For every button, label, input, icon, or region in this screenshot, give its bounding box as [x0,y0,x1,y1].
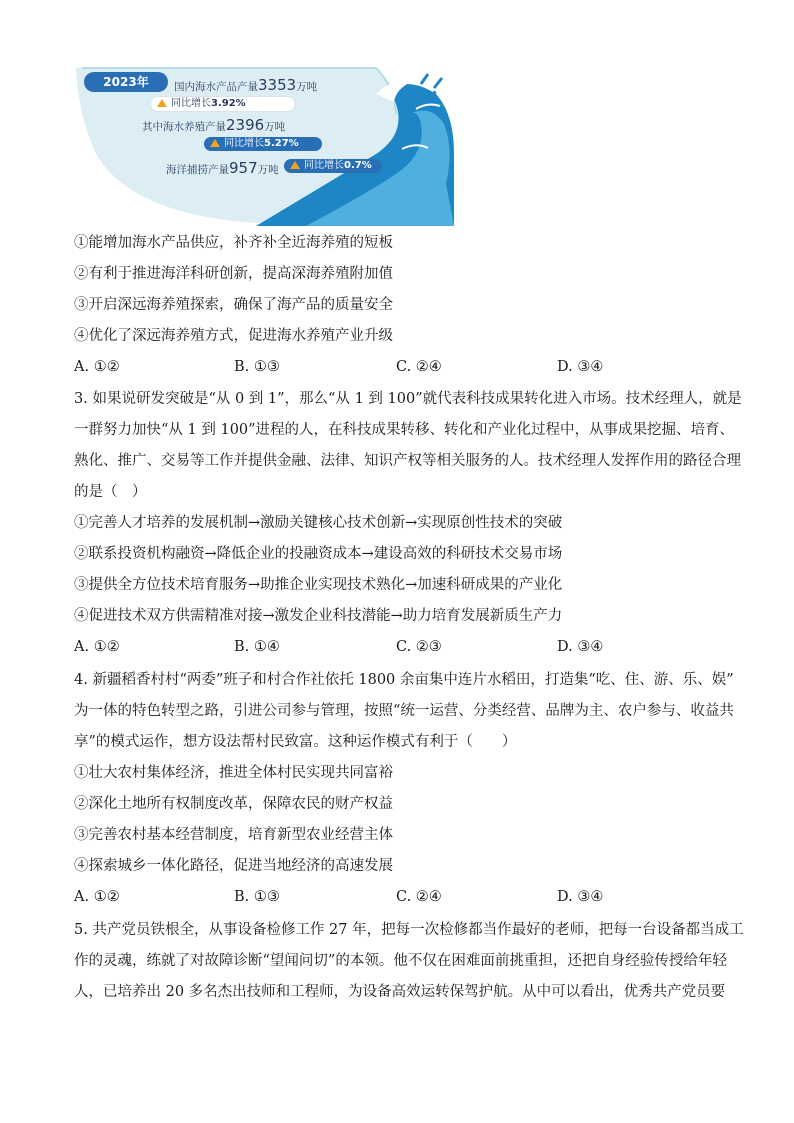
up-triangle-icon [290,161,300,169]
aquaculture-unit: 万吨 [264,121,286,133]
q3-statement-1: ①完善人才培养的发展机制→激励关键核心技术创新→实现原创性技术的突破 [74,515,563,531]
q3-option-b[interactable]: B. ①④ [234,639,280,655]
aquaculture-growth-badge [204,137,322,151]
up-triangle-icon [157,99,167,107]
q2-statement-4: ④优化了深远海养殖方式，促进海水养殖产业升级 [74,328,393,344]
total-production-unit: 万吨 [296,81,318,93]
catch-label: 海洋捕捞产量 [166,164,229,176]
q4-statement-4: ④探索城乡一体化路径，促进当地经济的高速发展 [74,858,393,874]
q4-stem-line-3: 享”的模式运作，想方设法帮村民致富。这种运作模式有利于（ ） [74,734,517,750]
q4-statement-3: ③完善农村基本经营制度，培育新型农业经营主体 [74,827,393,843]
total-growth-value: 3.92% [211,98,246,109]
q2-statement-2: ②有利于推进海洋科研创新，提高深海养殖附加值 [74,266,393,282]
q3-stem-line-1: 3. 如果说研发突破是“从 0 到 1”，那么“从 1 到 100”就代表科技成果转化进入市场。技术经理人，就是 [74,391,742,407]
seafood-production-infographic [76,64,454,226]
q4-stem-line-2: 为一体的特色转型之路，引进公司参与管理，按照“统一运营、分类经营、品牌为主、农户参与、收益共 [74,703,734,719]
q3-option-a[interactable]: A. ①② [74,639,120,655]
total-production-label: 国内海水产品产量 [174,81,258,93]
q4-statement-2: ②深化土地所有权制度改革，保障农民的财产权益 [74,796,393,812]
q2-option-a[interactable]: A. ①② [74,359,120,375]
q5-stem-line-2: 作的灵魂，练就了对故障诊断“望闻问切”的本领。他不仅在困难面前挑重担，还把自身经验传授给年轻 [74,953,727,969]
aquaculture-growth-prefix: 同比增长 [224,138,264,149]
q3-stem-line-3: 熟化、推广、交易等工作并提供金融、法律、知识产权等相关服务的人。技术经理人发挥作用的路径合理 [74,453,741,469]
q4-stem-line-1: 4. 新疆稻香村村“两委”班子和村合作社依托 1800 余亩集中连片水稻田，打造集“吃、住、游、乐、娱” [74,672,734,688]
q4-statement-1: ①壮大农村集体经济，推进全体村民实现共同富裕 [74,765,393,781]
catch-growth-prefix: 同比增长 [304,160,344,171]
q2-option-d[interactable]: D. ③④ [557,359,604,375]
q3-option-d[interactable]: D. ③④ [557,639,604,655]
q4-option-b[interactable]: B. ①③ [234,889,280,905]
q3-statement-4: ④促进技术双方供需精准对接→激发企业科技潜能→助力培育发展新质生产力 [74,608,563,624]
aquaculture-label: 其中海水养殖产量 [142,121,226,133]
q3-stem-line-2: 一群努力加快“从 1 到 100”进程的人，在科技成果转移、转化和产业化过程中，从事成果挖掘、培育、 [74,422,735,438]
catch-production-line [166,159,279,177]
catch-unit: 万吨 [257,164,279,176]
catch-growth-value: 0.7% [344,160,372,171]
q2-option-b[interactable]: B. ①③ [234,359,280,375]
q4-option-a[interactable]: A. ①② [74,889,120,905]
q3-option-c[interactable]: C. ②③ [396,639,442,655]
q3-statement-3: ③提供全方位技术培育服务→助推企业实现技术熟化→加速科研成果的产业化 [74,577,563,593]
aquaculture-value: 2396 [226,116,265,134]
q4-option-d[interactable]: D. ③④ [557,889,604,905]
q5-stem-line-1: 5. 共产党员铁根全，从事设备检修工作 27 年，把每一次检修都当作最好的老师，把每一台设备都当成工 [74,922,744,938]
q3-stem-line-4: 的是（ ） [74,484,147,500]
aquaculture-production-line [142,116,285,134]
total-production-value: 3353 [258,76,297,94]
total-production-line [174,76,317,94]
catch-growth-badge [284,159,382,173]
total-growth-badge [150,96,296,112]
q2-statement-1: ①能增加海水产品供应，补齐补全近海养殖的短板 [74,235,393,251]
q2-option-c[interactable]: C. ②④ [396,359,442,375]
q5-stem-line-3: 人，已培养出 20 多名杰出技师和工程师，为设备高效运转保驾护航。从中可以看出，优秀共产党员要 [74,984,726,1000]
catch-value: 957 [229,159,258,177]
q2-statement-3: ③开启深远海养殖探索，确保了海产品的质量安全 [74,297,393,313]
q4-option-c[interactable]: C. ②④ [396,889,442,905]
q3-statement-2: ②联系投资机构融资→降低企业的投融资成本→建设高效的科研技术交易市场 [74,546,563,562]
up-triangle-icon [210,139,220,147]
infographic-year: 2023年 [103,75,149,89]
total-growth-prefix: 同比增长 [171,98,211,109]
aquaculture-growth-value: 5.27% [264,138,299,149]
